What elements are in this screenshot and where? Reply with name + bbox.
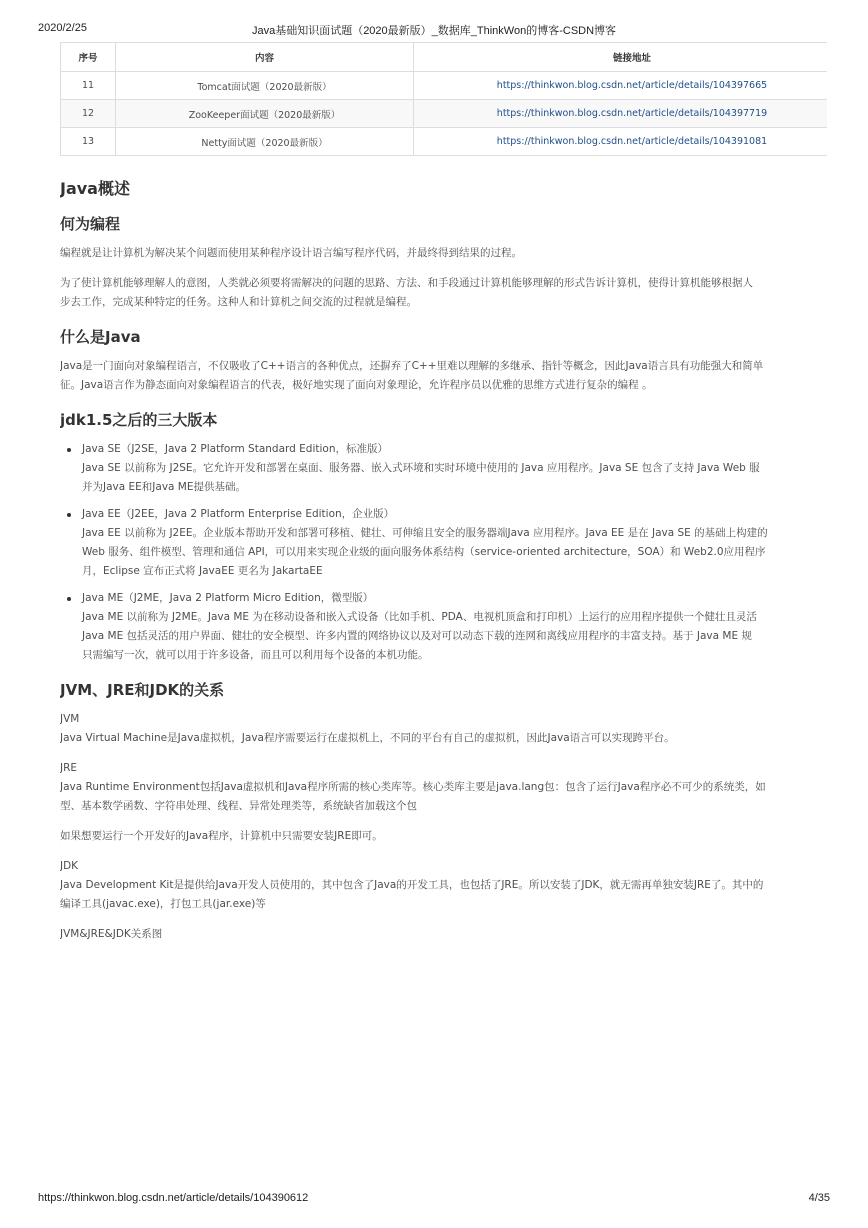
definition-line: Java Virtual Machine是Java虚拟机，Java程序需要运行在虚拟机上，不同的平台有自己的虚拟机，因此Java语言可以实现跨平台。 bbox=[60, 732, 675, 744]
column-header-content: 内容 bbox=[116, 43, 414, 72]
row-index: 12 bbox=[61, 100, 116, 128]
paragraph-line: 步去工作，完成某种特定的任务。这种人和计算机之间交流的过程就是编程。 bbox=[60, 296, 417, 308]
table-row bbox=[61, 128, 828, 156]
row-link[interactable]: https://thinkwon.blog.csdn.net/article/details/104397665 bbox=[414, 72, 828, 100]
heading-what-is-java: 什么是Java bbox=[60, 328, 141, 346]
edition-desc-line: 只需编写一次，就可以用于许多设备，而且可以利用每个设备的本机功能。 bbox=[82, 649, 429, 661]
editions-list bbox=[60, 440, 827, 665]
list-item bbox=[82, 589, 827, 665]
page-number: 4/35 bbox=[808, 1192, 830, 1204]
programming-paragraph-1: 编程就是让计算机为解决某个问题而使用某种程序设计语言编写程序代码，并最终得到结果的过程。 bbox=[60, 247, 522, 259]
edition-desc-line: Java ME 以前称为 J2ME。Java ME 为在移动设备和嵌入式设备（比如手机、PDA、电视机顶盒和打印机）上运行的应用程序提供一个健壮且灵活 bbox=[82, 611, 757, 623]
diagram-caption: JVM&JRE&JDK关系图 bbox=[60, 928, 163, 940]
article-content bbox=[60, 42, 827, 952]
bullet-icon bbox=[67, 513, 71, 517]
what-is-java-paragraph bbox=[60, 357, 827, 395]
paragraph-line: 征。Java语言作为静态面向对象编程语言的代表，极好地实现了面向对象理论，允许程序员以优雅的思维方式进行复杂的编程 。 bbox=[60, 379, 653, 391]
edition-name: Java SE（J2SE，Java 2 Platform Standard Edition，标准版） bbox=[82, 443, 388, 455]
list-item bbox=[82, 440, 827, 497]
print-title: Java基础知识面试题（2020最新版）_数据库_ThinkWon的博客-CSDN博客 bbox=[251, 25, 617, 37]
row-content: ZooKeeper面试题（2020最新版） bbox=[116, 100, 414, 128]
bullet-icon bbox=[67, 448, 71, 452]
row-index: 13 bbox=[61, 128, 116, 156]
definition-line: 编译工具(javac.exe)，打包工具(jar.exe)等 bbox=[60, 898, 266, 910]
heading-jvm-jre-jdk: JVM、JRE和JDK的关系 bbox=[60, 681, 225, 699]
jre-note: 如果想要运行一个开发好的Java程序，计算机中只需要安装JRE即可。 bbox=[60, 830, 383, 842]
section-title-java-overview: Java概述 bbox=[60, 179, 130, 198]
definition-line: Java Runtime Environment包括Java虚拟机和Java程序所需的核心类库等。核心类库主要是java.lang包：包含了运行Java程序必不可少的系统类，如 bbox=[60, 781, 766, 793]
definition-line: 型、基本数学函数、字符串处理、线程、异常处理类等，系统缺省加载这个包 bbox=[60, 800, 417, 812]
edition-desc-line: Java EE 以前称为 J2EE。企业版本帮助开发和部署可移植、健壮、可伸缩且安全的服务器端Java 应用程序。Java EE 是在 Java SE 的基础上构建的 bbox=[82, 527, 768, 539]
edition-desc-line: Java ME 包括灵活的用户界面、健壮的安全模型、许多内置的网络协议以及对可以动态下载的连网和离线应用程序的丰富支持。基于 Java ME 规 bbox=[82, 630, 752, 642]
term-jvm: JVM bbox=[60, 713, 80, 725]
column-header-link: 链接地址 bbox=[414, 43, 828, 72]
table-row bbox=[61, 100, 828, 128]
edition-name: Java EE（J2EE，Java 2 Platform Enterprise Edition，企业版） bbox=[82, 508, 395, 520]
row-content: Tomcat面试题（2020最新版） bbox=[116, 72, 414, 100]
row-link[interactable]: https://thinkwon.blog.csdn.net/article/details/104391081 bbox=[414, 128, 828, 156]
term-jdk: JDK bbox=[60, 860, 79, 872]
bullet-icon bbox=[67, 597, 71, 601]
programming-paragraph-2 bbox=[60, 274, 827, 312]
series-links-table bbox=[60, 42, 827, 156]
paragraph-line: 为了使计算机能够理解人的意图，人类就必须要将需解决的问题的思路、方法、和手段通过计算机能够理解的形式告诉计算机，使得计算机能够根据人 bbox=[60, 277, 753, 289]
table-row bbox=[61, 72, 828, 100]
heading-what-is-programming: 何为编程 bbox=[60, 215, 121, 233]
row-index: 11 bbox=[61, 72, 116, 100]
row-content: Netty面试题（2020最新版） bbox=[116, 128, 414, 156]
term-jre: JRE bbox=[60, 762, 78, 774]
table-header-row bbox=[61, 43, 828, 72]
print-footer bbox=[0, 1192, 868, 1212]
paragraph-line: Java是一门面向对象编程语言，不仅吸收了C++语言的各种优点，还摒弃了C++里难以理解的多继承、指针等概念，因此Java语言具有功能强大和简单 bbox=[60, 360, 764, 372]
edition-desc-line: 月，Eclipse 宣布正式将 JavaEE 更名为 JakartaEE bbox=[82, 565, 323, 577]
edition-name: Java ME（J2ME，Java 2 Platform Micro Edition，微型版） bbox=[82, 592, 374, 604]
list-item bbox=[82, 505, 827, 581]
definition-jre bbox=[60, 759, 827, 816]
column-header-index: 序号 bbox=[61, 43, 116, 72]
definition-line: Java Development Kit是提供给Java开发人员使用的，其中包含了Java的开发工具，也包括了JRE。所以安装了JDK，就无需再单独安装JRE了。其中的 bbox=[60, 879, 764, 891]
edition-desc-line: Web 服务、组件模型、管理和通信 API，可以用来实现企业级的面向服务体系结构（service-oriented architecture，SOA）和 Web2.0应用程序 bbox=[82, 546, 766, 558]
print-date: 2020/2/25 bbox=[38, 22, 87, 34]
edition-desc-line: Java SE 以前称为 J2SE。它允许开发和部署在桌面、服务器、嵌入式环境和实时环境中使用的 Java 应用程序。Java SE 包含了支持 Java Web 服 bbox=[82, 462, 760, 474]
print-header bbox=[0, 0, 868, 36]
row-link[interactable]: https://thinkwon.blog.csdn.net/article/details/104397719 bbox=[414, 100, 828, 128]
print-url: https://thinkwon.blog.csdn.net/article/details/104390612 bbox=[38, 1192, 309, 1204]
edition-desc-line: 并为Java EE和Java ME提供基础。 bbox=[82, 481, 246, 493]
heading-three-editions: jdk1.5之后的三大版本 bbox=[60, 411, 218, 429]
definition-jvm bbox=[60, 710, 827, 748]
definition-jdk bbox=[60, 857, 827, 914]
